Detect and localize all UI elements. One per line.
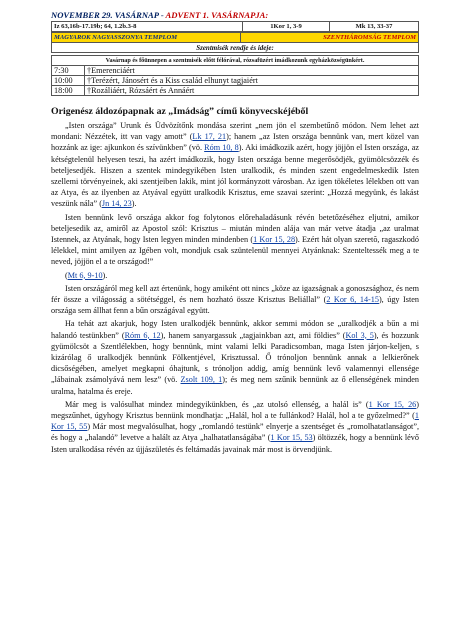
bulletin-page: [51, 10, 419, 455]
churches-row: [52, 33, 419, 43]
mass-schedule-title: Szentmisék rendje és ideje:: [52, 43, 419, 53]
churches-table: [51, 32, 419, 53]
paragraph-text: Isten országáról meg kell azt értenünk, hogy amiként ott nincs „köze az igazságnak a gonoszsághoz, és nem fér össze a világosság a sötétséggel, és nem hozható össze Krisztus Beliállal” (: [51, 283, 419, 305]
scripture-reference-link[interactable]: 1 Kor 15, 26: [368, 399, 417, 409]
mass-time: 7:30: [52, 66, 85, 76]
church-left: MAGYAROK NAGYASSZONYA TEMPLOM: [52, 33, 241, 43]
mass-time: 10:00: [52, 76, 85, 86]
scripture-reference-link[interactable]: Róm 6, 12: [124, 330, 161, 340]
paragraph-text: ) öltözzék, hogy a bennünk lévő Isten uralkodása révén az újjászületés és feltámadás javainak már most is örvendjünk.: [51, 433, 419, 454]
scripture-reference-link[interactable]: Lk 17, 21: [192, 132, 227, 142]
mass-title-row: [52, 43, 419, 53]
article-body: [51, 120, 419, 455]
paragraph-text: ); hanem „az Isten országa bennünk van, mert közel van hozzánk az ige: ajkunkon és szívünkben” (vö.: [51, 132, 419, 153]
mass-note-row: [52, 56, 419, 66]
article-paragraph: [51, 283, 419, 317]
scripture-reference-link[interactable]: 1 Kor 15, 55: [51, 411, 419, 432]
scripture-reference-link[interactable]: 1 Kor 15, 28: [253, 235, 296, 245]
paragraph-text: ); és meg nem szűnik bennünk az ő ellenségének minden uralma, hatalma és ereje.: [51, 375, 419, 396]
scripture-reference-link[interactable]: Zsolt 109, 1: [180, 375, 223, 385]
paragraph-text: Már meg is valósulhat mindez mindegyikünkben, és „az utolsó ellenség, a halál is” (: [65, 399, 369, 409]
paragraph-text: „Isten országa” Urunk és Üdvözítőnk mondása szerint „nem jön el szembetűnő módon. Nem lehet azt mondani: Nézzétek, itt van vagy amott” (: [51, 121, 419, 142]
reading-second: 1Kor 1, 3-9: [243, 22, 330, 32]
article-paragraph: [51, 318, 419, 396]
scripture-reference-link[interactable]: Kol 3, 5: [345, 330, 374, 340]
paragraph-text: ) megszűnhet, úgyhogy Krisztus bennünk mondhatja: „Halál, hol a te fullánkod? Halál, hol a te győzelmed?” (: [51, 399, 419, 421]
mass-table: [51, 55, 419, 96]
mass-time: 18:00: [52, 86, 85, 96]
article-title: Origenész áldozópapnak az „Imádság” című könyvecskéjéből: [51, 106, 309, 117]
mass-row: [52, 86, 419, 96]
paragraph-text: ), hanem sanyargassuk „tagjainkban azt, ami földies” (: [160, 330, 346, 340]
paragraph-text: (: [65, 270, 68, 280]
scripture-reference-link[interactable]: 1 Kor 15, 53: [270, 433, 313, 443]
mass-intention: †Terézért, Jánosért és a Kiss család elhunyt tagjaiért: [85, 76, 419, 86]
paragraph-text: Isten bennünk levő országa akkor fog folytonos előrehaladásunk révén betetőzéséhez eljutni, amikor beteljesedik az, amiről az Apostol szól: Krisztus – miután minden alája van már vetve átadja „az uralmat Istennek, az Atyának, hogy Isten legyen minden mindenben (: [51, 212, 419, 245]
paragraph-text: ), és hozzunk gyümölcsöt a Szentlélekben, hogy bennünk, mint valami lelki Paradicsomban, maga Isten járjon-keljen, s kizárólag ő uralkodjék bennünk Fölkentjével, Krisztussal. Ő trónoljon bennünk annak a lelkierőnek dicsőségében, amelyet megkapni óhajtunk, s trónoljon addig, amíg bennünk levő valamennyi ellensége „lábainak zsámolyává nem lesz” (vö.: [51, 330, 419, 385]
paragraph-text: ) Már most megvalósulhat, hogy „romlandó testünk” elnyerje a szentséget és „romolhatatlanságot”, és hogy a „halandó” levetve a halált az Atya „halhatatlanságába” (: [51, 422, 420, 443]
paragraph-text: ).: [131, 199, 137, 209]
article-paragraph: [51, 270, 419, 281]
scripture-reference-link[interactable]: Mt 6, 9-10: [67, 270, 103, 280]
article-paragraph: [51, 120, 419, 210]
paragraph-text: ), úgy Isten országa sem állhat fenn a bűn országával együtt.: [51, 295, 419, 316]
reading-first: Iz 63,16b-17.19b; 64, 1.2b.3-8: [52, 22, 243, 32]
mass-row: [52, 66, 419, 76]
article-paragraph: [51, 212, 419, 268]
scripture-reference-link[interactable]: Róm 10, 8: [204, 143, 239, 153]
mass-intention: †Rozáliáért, Rózsáért és Annáért: [85, 86, 419, 96]
paragraph-text: ).: [102, 270, 108, 280]
readings-row: [52, 22, 419, 32]
mass-note: Vasárnap és főünnepen a szentmisék előtt félórával, rózsafüzért imádkozunk egyházközségünkért.: [52, 56, 419, 66]
church-right: SZENTHÁROMSÁG TEMPLOM: [241, 33, 419, 43]
reading-gospel: Mk 13, 33-37: [330, 22, 419, 32]
scripture-reference-link[interactable]: Jn 14, 23: [101, 199, 132, 209]
mass-row: [52, 76, 419, 86]
header-title: [51, 10, 419, 20]
paragraph-text: ). Aki imádkozik azért, hogy jöjjön el Isten országa, az kétségtelenül helyesen teszi, ha azért imádkozik, hogy Isten országa benne megerősödjék, gyümölcsözzék és beteljesedjék. Hiszen a szentek mindegyikében Isten uralkodik, és minden szent engedelmeskedik Isten szellemi törvényeinek, aki szentjeiben lakik, mint jól kormányzott városban. Az igen tökéletes lélekben ott van az Atya, és az ilyenben az Atyával együtt uralkodik Krisztus, eme szavai szerint: „Hozzá megyünk, és lakást veszünk nála” (: [51, 143, 419, 209]
readings-table: [51, 21, 419, 32]
paragraph-text: Ha tehát azt akarjuk, hogy Isten uralkodjék bennünk, akkor semmi módon se „uralkodjék a bűn a mi halandó testünkben” (: [51, 319, 419, 340]
header-date: NOVEMBER 29. VASÁRNAP -: [51, 10, 166, 20]
scripture-reference-link[interactable]: 2 Kor 6, 14-15: [326, 295, 379, 305]
article-paragraph: [51, 399, 419, 455]
mass-intention: †Emerenciáért: [85, 66, 419, 76]
header-feast: ADVENT 1. VASÁRNAPJA:: [165, 10, 269, 20]
paragraph-text: ). Ezért hát olyan szeretõ, ragaszkodó lélekkel, mint amilyen az Igében volt, mondjuk csak szüntelenül mennyei Atyánknak: Szenteltessék meg a te neved, jöjjön el a te országod!”: [51, 235, 419, 267]
